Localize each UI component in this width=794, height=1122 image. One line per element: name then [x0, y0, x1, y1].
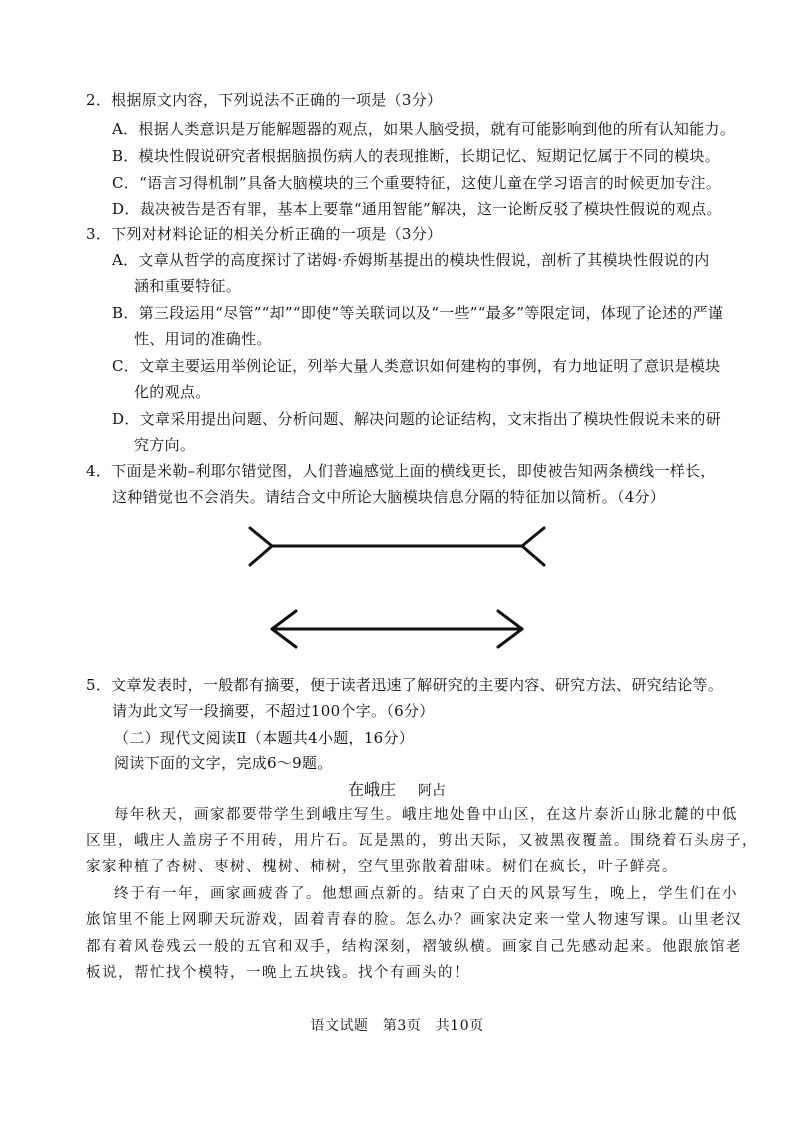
- q4-line1: 4．下面是米勒–利耶尔错觉图，人们普遍感觉上面的横线更长，即使被告知两条横线一样长，: [86, 462, 716, 480]
- page-footer: 语文试题 第3页 共10页: [310, 1018, 484, 1034]
- illusion-top-right-fin-lower: [522, 546, 544, 565]
- q2-option-d: D．裁决被告是否有罪，基本上要靠“通用智能”解决，这一论断反驳了模块性假说的观点。: [112, 200, 722, 218]
- q2-option-a: A．根据人类意识是万能解题器的观点，如果人脑受损，就有可能影响到他的所有认知能力。: [112, 120, 736, 138]
- story-paragraph-line: 每年秋天，画家都要带学生到峨庄写生。峨庄地处鲁中山区，在这片泰沂山脉北麓的中低: [114, 807, 738, 823]
- q3-option-d-line1: D．文章采用提出问题、分析问题、解决问题的论证结构，文末指出了模块性假说未来的研: [112, 410, 722, 428]
- q3-option-a-line2: 涵和重要特征。: [134, 277, 242, 295]
- q2-stem: 2．根据原文内容，下列说法不正确的一项是（3分）: [86, 91, 443, 109]
- q4-line2: 这种错觉也不会消失。请结合文中所论大脑模块信息分隔的特征加以简析。（4分）: [112, 488, 666, 506]
- q3-option-d-line2: 究方向。: [134, 436, 196, 454]
- q3-option-b-line1: B．第三段运用“尽管”“却”“即使”等关联词以及“一些”“最多”等限定词，体现了论述的严谨: [112, 304, 724, 322]
- q3-stem: 3．下列对材料论证的相关分析正确的一项是（3分）: [86, 225, 443, 243]
- illusion-top-left-fin-upper: [250, 528, 272, 546]
- q2-option-c: C．“语言习得机制”具备大脑模块的三个重要特征，这使儿童在学习语言的时候更加专注。: [112, 174, 722, 192]
- illusion-bottom-right-head-upper: [498, 611, 522, 629]
- story-paragraph-line: 旅馆里不能上网聊天玩游戏，固着青春的脸。怎么办？画家决定来一堂人物速写课。山里老汉: [86, 912, 742, 928]
- story-paragraph-line: 终于有一年，画家画疲沓了。他想画点新的。结束了白天的风景写生，晚上，学生们在小: [114, 886, 738, 902]
- illusion-top-left-fin-lower: [250, 546, 272, 565]
- q5-line1: 5．文章发表时，一般都有摘要，便于读者迅速了解研究的主要内容、研究方法、研究结论等。: [86, 676, 724, 694]
- q3-option-b-line2: 性、用词的准确性。: [134, 330, 272, 348]
- q2-option-b: B．模块性假说研究者根据脑损伤病人的表现推断，长期记忆、短期记忆属于不同的模块。: [112, 147, 721, 165]
- q5-line2: 请为此文写一段摘要，不超过100个字。（6分）: [112, 702, 435, 720]
- story-paragraph-line: 家家种植了杏树、枣树、槐树、柿树，空气里弥散着甜味。树们在疯长，叶子鲜亮。: [86, 859, 678, 875]
- illusion-top-right-fin-upper: [522, 528, 544, 546]
- story-author: 阿占: [418, 783, 446, 799]
- illusion-bottom-right-head-lower: [498, 629, 522, 647]
- illusion-bottom-left-head-upper: [272, 611, 296, 629]
- section-heading: （二）现代文阅读Ⅱ（本题共4小题，16分）: [114, 729, 415, 747]
- story-title: 在峨庄: [347, 780, 396, 799]
- section-instruction: 阅读下面的文字，完成6～9题。: [114, 754, 333, 772]
- q3-option-c-line2: 化的观点。: [134, 383, 211, 401]
- story-paragraph-line: 都有着风卷残云一般的五官和双手，结构深刻，褶皱纵横。画家自己先感动起来。他跟旅馆老: [86, 939, 742, 955]
- illusion-bottom-left-head-lower: [272, 629, 296, 647]
- story-paragraph-line: 板说，帮忙找个模特，一晚上五块钱。找个有画头的！: [86, 965, 470, 981]
- story-paragraph-line: 区里，峨庄人盖房子不用砖，用片石。瓦是黑的，剪出天际，又被黑夜覆盖。围绕着石头房子，: [86, 833, 758, 849]
- story-title-line: [0, 777, 794, 800]
- q3-option-c-line1: C．文章主要运用举例论证，列举大量人类意识如何建构的事例，有力地证明了意识是模块: [112, 357, 721, 375]
- q3-option-a-line1: A．文章从哲学的高度探讨了诺姆·乔姆斯基提出的模块性假说，剖析了其模块性假说的内: [112, 251, 710, 269]
